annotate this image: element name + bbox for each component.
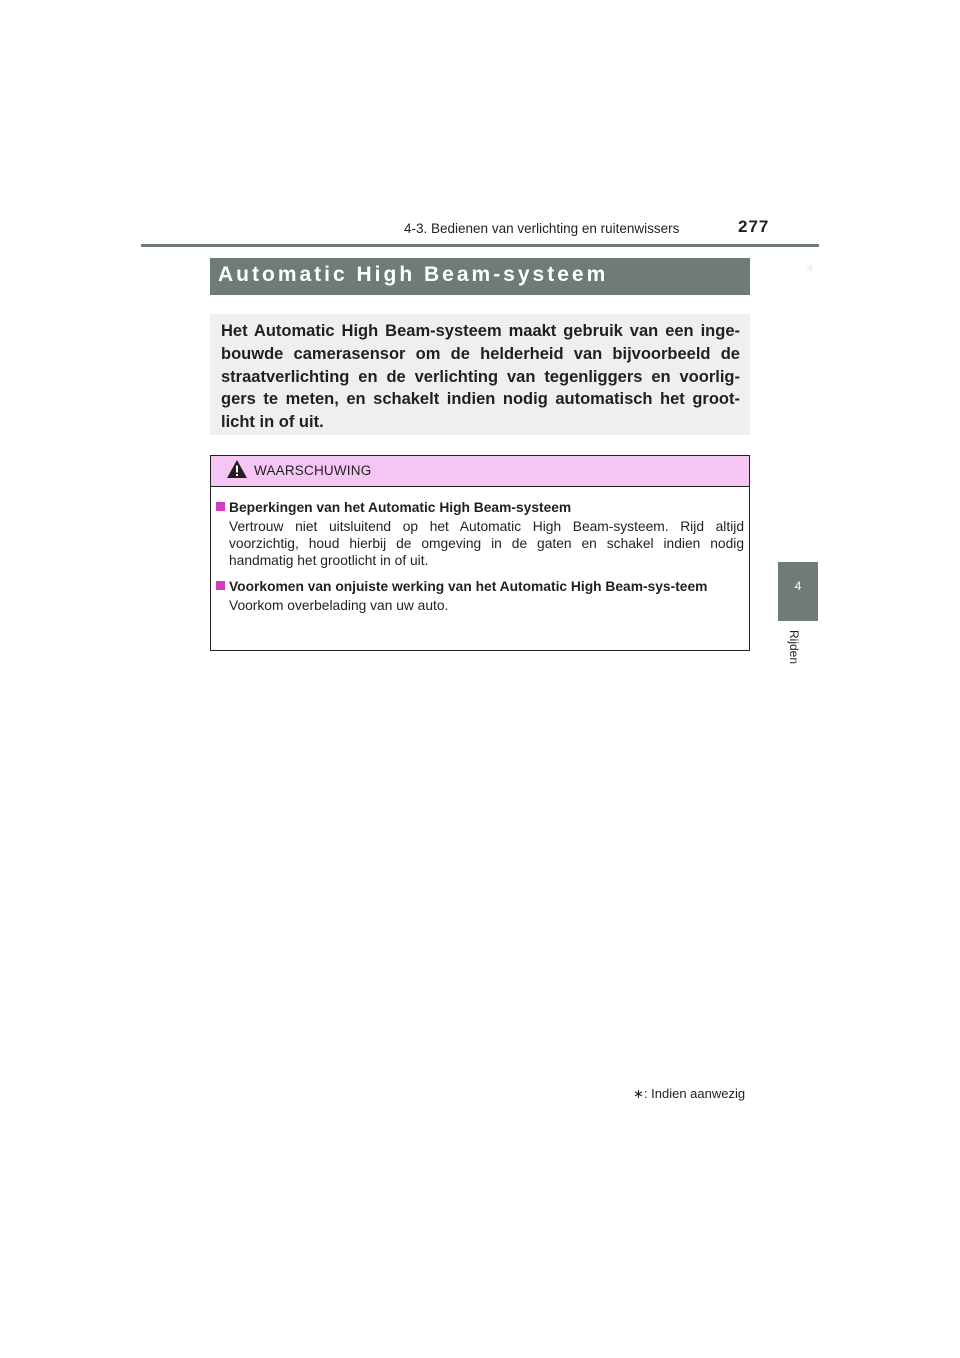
intro-box xyxy=(210,314,750,435)
warning-box xyxy=(210,455,750,651)
intro-text: Het Automatic High Beam-systeem maakt gebruik van een inge-bouwde camerasensor om de helderheid van bijvoorbeeld de straatverlichting en de verlichting van tegenliggers en voorlig-gers te meten, en schakelt indien nodig automatisch het groot-licht in of uit. xyxy=(221,322,740,432)
bullet-square-icon xyxy=(216,502,225,511)
section-title: Automatic High Beam-systeem xyxy=(218,263,609,286)
chapter-label: Rijden xyxy=(787,630,801,665)
chapter-number: 4 xyxy=(794,579,802,593)
section-title-bar xyxy=(210,258,816,295)
warning-item-body: Voorkom overbelading van uw auto. xyxy=(229,598,449,613)
footnote-text: : Indien aanwezig xyxy=(643,1086,746,1101)
warning-item-body: Vertrouw niet uitsluitend op het Automatic High Beam-systeem. Rijd altijd voorzichtig, houd hierbij de omgeving in de gaten en schakel indien nodig handmatig het grootlicht in of uit. xyxy=(229,519,744,568)
warning-triangle-icon xyxy=(226,459,248,479)
header-divider xyxy=(141,244,819,247)
footnote xyxy=(633,1086,745,1102)
chapter-tab xyxy=(778,562,818,621)
warning-header xyxy=(211,456,749,487)
header-section-title: 4-3. Bedienen van verlichting en ruitenwissers xyxy=(404,221,680,236)
warning-item-title: Voorkomen van onjuiste werking van het Automatic High Beam-sys-teem xyxy=(229,579,708,594)
page-number: 277 xyxy=(738,217,770,236)
warning-title: WAARSCHUWING xyxy=(254,463,372,478)
title-asterisk-mark: ∗ xyxy=(805,261,816,275)
warning-item xyxy=(216,499,744,569)
warning-item-title: Beperkingen van het Automatic High Beam-systeem xyxy=(229,500,572,515)
warning-item xyxy=(216,578,744,614)
footnote-mark: ∗ xyxy=(633,1086,644,1101)
bullet-square-icon xyxy=(216,581,225,590)
